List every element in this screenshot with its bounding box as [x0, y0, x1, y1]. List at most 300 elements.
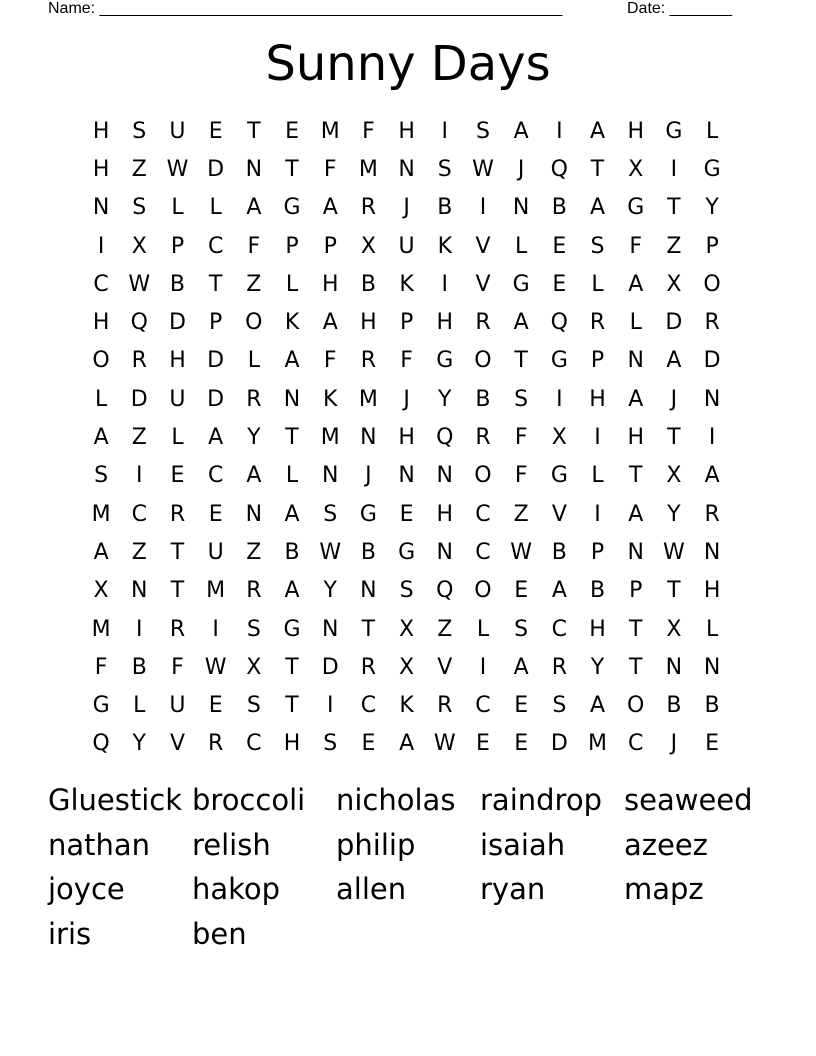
- grid-letter: A: [704, 463, 720, 489]
- grid-letter: E: [170, 463, 185, 489]
- grid-letter: Z: [246, 271, 262, 297]
- grid-letter: L: [705, 118, 719, 144]
- grid-letter: M: [358, 386, 378, 412]
- grid-letter: M: [91, 501, 111, 527]
- grid-letter: F: [514, 425, 528, 451]
- grid-letter: A: [284, 501, 300, 527]
- grid-letter: T: [285, 425, 299, 451]
- grid-letter: I: [670, 156, 678, 182]
- grid-row: [82, 189, 732, 227]
- grid-letter: Y: [323, 578, 337, 604]
- grid-letter: M: [358, 156, 378, 182]
- grid-letter: L: [247, 348, 260, 374]
- grid-letter: N: [627, 348, 644, 374]
- grid-letter: B: [551, 195, 567, 221]
- grid-letter: D: [168, 310, 186, 336]
- grid-letter: L: [629, 310, 642, 336]
- grid-letter: G: [550, 463, 568, 489]
- word-list-item: Gluestick: [48, 783, 183, 817]
- grid-letter: D: [130, 386, 148, 412]
- grid-letter: A: [513, 310, 529, 336]
- grid-letter: M: [91, 616, 111, 642]
- grid-letter: H: [627, 118, 644, 144]
- grid-letter: R: [246, 386, 262, 412]
- grid-letter: X: [246, 654, 262, 680]
- grid-letter: G: [512, 271, 530, 297]
- grid-letter: E: [285, 118, 299, 144]
- grid-letter: I: [136, 463, 143, 489]
- grid-letter: I: [708, 425, 716, 451]
- grid-letter: O: [92, 348, 110, 374]
- grid-letter: V: [475, 271, 491, 297]
- grid-letter: Z: [131, 156, 147, 182]
- grid-letter: H: [92, 118, 110, 144]
- grid-letter: A: [284, 348, 300, 374]
- grid-letter: N: [321, 616, 339, 642]
- grid-letter: Q: [436, 578, 454, 604]
- grid-letter: A: [590, 693, 606, 719]
- grid-letter: O: [627, 693, 645, 719]
- grid-letter: G: [92, 693, 110, 719]
- grid-letter: O: [474, 578, 492, 604]
- grid-letter: A: [513, 118, 529, 144]
- grid-letter: R: [246, 578, 262, 604]
- grid-letter: T: [628, 616, 643, 642]
- grid-letter: W: [433, 731, 456, 757]
- grid-row: [82, 572, 732, 610]
- grid-letter: F: [247, 233, 261, 259]
- grid-letter: C: [360, 693, 377, 719]
- grid-letter: Q: [436, 425, 454, 451]
- grid-letter: N: [283, 386, 301, 412]
- grid-letter: A: [246, 195, 262, 221]
- grid-letter: J: [517, 156, 525, 182]
- grid-letter: V: [551, 501, 567, 527]
- grid-letter: E: [552, 233, 567, 259]
- grid-letter: U: [169, 386, 186, 412]
- grid-letter: E: [705, 731, 720, 757]
- grid-letter: X: [628, 156, 644, 182]
- grid-letter: I: [441, 271, 449, 297]
- grid-letter: T: [628, 463, 643, 489]
- grid-letter: G: [283, 195, 301, 221]
- grid-row: [82, 342, 732, 380]
- grid-letter: T: [628, 654, 643, 680]
- grid-letter: C: [207, 463, 224, 489]
- grid-letter: F: [323, 156, 337, 182]
- puzzle-title: Sunny Days: [265, 36, 551, 92]
- grid-letter: Z: [131, 425, 147, 451]
- word-list-item: joyce: [48, 872, 125, 907]
- grid-letter: W: [319, 539, 342, 565]
- grid-letter: B: [131, 654, 147, 680]
- grid-letter: P: [209, 310, 223, 336]
- grid-row: [82, 648, 732, 686]
- grid-letter: L: [515, 233, 528, 259]
- grid-letter: L: [171, 425, 184, 451]
- grid-letter: A: [246, 463, 262, 489]
- grid-letter: E: [208, 693, 223, 719]
- grid-row: [82, 227, 732, 265]
- grid-letter: S: [94, 463, 109, 489]
- grid-letter: X: [666, 463, 682, 489]
- grid-letter: R: [360, 195, 377, 221]
- grid-letter: K: [399, 693, 414, 719]
- grid-letter: F: [362, 118, 375, 144]
- grid-letter: O: [474, 348, 492, 374]
- grid-letter: N: [627, 539, 644, 565]
- grid-letter: W: [510, 539, 533, 565]
- grid-letter: R: [704, 501, 720, 527]
- grid-letter: I: [556, 386, 563, 412]
- grid-letter: G: [283, 616, 301, 642]
- grid-letter: D: [207, 348, 225, 374]
- grid-letter: Y: [132, 731, 146, 757]
- grid-letter: H: [627, 425, 644, 451]
- grid-letter: F: [323, 348, 337, 374]
- grid-letter: W: [663, 539, 685, 565]
- grid-letter: V: [437, 654, 453, 680]
- grid-letter: P: [590, 348, 605, 374]
- grid-letter: T: [667, 195, 681, 221]
- grid-letter: S: [552, 693, 567, 719]
- word-list-item: nathan: [48, 827, 151, 862]
- grid-letter: D: [207, 386, 225, 412]
- grid-letter: F: [94, 654, 108, 680]
- grid-letter: N: [398, 156, 415, 182]
- grid-letter: H: [283, 731, 301, 757]
- worksheet-header: [48, 0, 748, 20]
- grid-letter: W: [166, 156, 189, 182]
- grid-letter: N: [245, 501, 263, 527]
- word-list-item: seaweed: [624, 783, 753, 817]
- grid-letter: N: [665, 654, 683, 680]
- grid-letter: H: [398, 425, 415, 451]
- grid-letter: G: [550, 348, 568, 374]
- grid-letter: H: [321, 271, 339, 297]
- grid-letter: I: [212, 616, 219, 642]
- grid-letter: Z: [513, 501, 529, 527]
- grid-row: [82, 686, 732, 724]
- grid-letter: R: [551, 654, 567, 680]
- word-list-item: allen: [336, 872, 407, 907]
- grid-letter: L: [209, 195, 222, 221]
- grid-letter: A: [628, 271, 644, 297]
- grid-letter: W: [204, 654, 227, 680]
- grid-letter: D: [703, 348, 721, 374]
- grid-letter: Z: [131, 539, 147, 565]
- grid-letter: J: [670, 731, 678, 757]
- grid-letter: R: [208, 731, 224, 757]
- grid-letter: Q: [550, 156, 568, 182]
- grid-letter: U: [207, 539, 224, 565]
- grid-letter: A: [93, 425, 109, 451]
- grid-letter: A: [513, 654, 529, 680]
- grid-row: [82, 533, 732, 571]
- grid-row: [82, 112, 732, 150]
- grid-letter: N: [703, 386, 721, 412]
- grid-letter: C: [207, 233, 224, 259]
- grid-letter: O: [703, 271, 721, 297]
- grid-letter: L: [171, 195, 184, 221]
- grid-letter: I: [479, 654, 487, 680]
- grid-letter: P: [590, 539, 605, 565]
- grid-letter: A: [93, 539, 109, 565]
- grid-letter: X: [360, 233, 376, 259]
- grid-letter: Z: [246, 539, 262, 565]
- grid-letter: K: [399, 271, 414, 297]
- grid-letter: X: [551, 425, 567, 451]
- grid-letter: R: [169, 616, 186, 642]
- grid-letter: S: [590, 233, 605, 259]
- grid-row: [82, 610, 732, 648]
- grid-letter: S: [514, 386, 529, 412]
- grid-letter: G: [703, 156, 721, 182]
- grid-letter: H: [92, 156, 110, 182]
- grid-letter: M: [588, 731, 608, 757]
- grid-letter: L: [94, 386, 108, 412]
- grid-letter: K: [284, 310, 300, 336]
- grid-letter: M: [206, 578, 226, 604]
- grid-letter: O: [474, 463, 492, 489]
- grid-letter: B: [666, 693, 682, 719]
- grid-letter: A: [284, 578, 300, 604]
- grid-letter: X: [93, 578, 109, 604]
- grid-letter: N: [321, 463, 339, 489]
- grid-letter: A: [551, 578, 567, 604]
- grid-letter: R: [589, 310, 606, 336]
- grid-letter: H: [436, 310, 454, 336]
- date-field-label: Date: _______: [627, 0, 732, 17]
- word-list-item: philip: [336, 827, 416, 862]
- grid-letter: T: [170, 539, 185, 565]
- grid-letter: I: [556, 118, 563, 144]
- grid-letter: C: [551, 616, 568, 642]
- grid-letter: U: [169, 118, 186, 144]
- grid-letter: J: [365, 463, 372, 489]
- grid-letter: Y: [247, 425, 261, 451]
- grid-letter: T: [285, 654, 299, 680]
- grid-letter: E: [514, 578, 529, 604]
- grid-letter: L: [476, 616, 490, 642]
- grid-letter: H: [360, 310, 377, 336]
- grid-letter: E: [476, 731, 490, 757]
- word-list: [48, 780, 768, 959]
- grid-letter: T: [208, 271, 223, 297]
- word-list-item: raindrop: [480, 783, 602, 817]
- grid-letter: I: [136, 616, 143, 642]
- grid-letter: S: [246, 693, 261, 719]
- grid-letter: R: [475, 310, 491, 336]
- grid-letter: L: [705, 616, 719, 642]
- grid-letter: B: [437, 195, 453, 221]
- grid-letter: R: [437, 693, 453, 719]
- grid-row: [82, 457, 732, 495]
- grid-letter: G: [398, 539, 416, 565]
- grid-letter: L: [591, 271, 604, 297]
- grid-letter: S: [399, 578, 414, 604]
- grid-letter: Y: [705, 195, 719, 221]
- grid-letter: N: [436, 539, 454, 565]
- word-list-item: ryan: [480, 872, 546, 907]
- word-list-item: iris: [48, 917, 92, 952]
- grid-letter: L: [591, 463, 604, 489]
- grid-letter: F: [400, 348, 413, 374]
- grid-letter: P: [705, 233, 719, 259]
- grid-letter: I: [479, 195, 487, 221]
- grid-letter: W: [472, 156, 494, 182]
- grid-letter: J: [403, 386, 410, 412]
- grid-letter: D: [550, 731, 568, 757]
- grid-letter: Y: [438, 386, 452, 412]
- grid-letter: B: [704, 693, 720, 719]
- grid-letter: L: [133, 693, 146, 719]
- grid-letter: C: [475, 501, 491, 527]
- grid-letter: P: [323, 233, 337, 259]
- grid-letter: N: [703, 539, 721, 565]
- grid-letter: N: [398, 463, 415, 489]
- grid-letter: K: [323, 386, 338, 412]
- grid-letter: H: [398, 118, 415, 144]
- grid-letter: M: [320, 425, 340, 451]
- grid-letter: V: [169, 731, 185, 757]
- grid-row: [82, 495, 732, 533]
- grid-letter: N: [512, 195, 530, 221]
- grid-letter: E: [399, 501, 414, 527]
- grid-letter: S: [132, 118, 147, 144]
- word-list-item: broccoli: [192, 783, 306, 817]
- grid-row: [82, 380, 732, 418]
- grid-letter: S: [246, 616, 261, 642]
- grid-letter: P: [170, 233, 185, 259]
- grid-letter: E: [514, 693, 529, 719]
- grid-letter: N: [360, 425, 377, 451]
- grid-letter: U: [169, 693, 186, 719]
- grid-letter: T: [361, 616, 376, 642]
- grid-letter: K: [437, 233, 452, 259]
- grid-letter: Y: [590, 654, 605, 680]
- grid-letter: L: [285, 271, 299, 297]
- grid-letter: H: [589, 616, 606, 642]
- grid-row: [82, 265, 732, 303]
- grid-letter: A: [628, 501, 644, 527]
- word-list-item: azeez: [624, 827, 708, 862]
- grid-letter: T: [667, 578, 681, 604]
- grid-letter: X: [399, 654, 415, 680]
- grid-letter: I: [441, 118, 449, 144]
- grid-letter: X: [131, 233, 147, 259]
- grid-letter: E: [208, 501, 223, 527]
- grid-letter: E: [361, 731, 376, 757]
- grid-letter: C: [628, 731, 644, 757]
- grid-letter: G: [665, 118, 683, 144]
- word-list-item: nicholas: [336, 783, 456, 817]
- grid-letter: Q: [550, 310, 568, 336]
- grid-letter: N: [360, 578, 377, 604]
- grid-row: [82, 418, 732, 456]
- grid-letter: R: [475, 425, 491, 451]
- grid-letter: O: [245, 310, 263, 336]
- grid-letter: T: [247, 118, 261, 144]
- grid-letter: Y: [667, 501, 681, 527]
- grid-letter: C: [246, 731, 262, 757]
- grid-letter: I: [594, 501, 601, 527]
- grid-letter: G: [359, 501, 377, 527]
- grid-letter: J: [403, 195, 410, 221]
- grid-letter: P: [285, 233, 299, 259]
- grid-letter: S: [437, 156, 452, 182]
- grid-letter: S: [514, 616, 529, 642]
- grid-letter: H: [589, 386, 606, 412]
- grid-letter: A: [322, 195, 338, 221]
- grid-letter: R: [704, 310, 720, 336]
- grid-letter: Z: [666, 233, 682, 259]
- word-list-item: relish: [192, 827, 271, 862]
- grid-letter: F: [629, 233, 643, 259]
- grid-letter: B: [360, 271, 376, 297]
- grid-letter: I: [326, 693, 334, 719]
- grid-letter: N: [245, 156, 263, 182]
- grid-letter: R: [360, 348, 377, 374]
- grid-letter: V: [475, 233, 491, 259]
- grid-row: [82, 725, 732, 763]
- grid-letter: T: [170, 578, 185, 604]
- grid-letter: T: [514, 348, 528, 374]
- grid-letter: H: [703, 578, 721, 604]
- grid-letter: U: [398, 233, 415, 259]
- grid-letter: A: [322, 310, 338, 336]
- grid-letter: Z: [437, 616, 453, 642]
- grid-letter: N: [703, 654, 721, 680]
- grid-letter: P: [629, 578, 643, 604]
- name-field-label: Name: ____________________________________________________: [48, 0, 563, 17]
- grid-letter: A: [666, 348, 682, 374]
- grid-letter: A: [208, 425, 224, 451]
- word-list-item: ben: [192, 917, 247, 952]
- grid-letter: I: [594, 425, 601, 451]
- grid-letter: H: [169, 348, 186, 374]
- grid-letter: L: [285, 463, 299, 489]
- grid-letter: C: [475, 539, 491, 565]
- grid-letter: B: [551, 539, 567, 565]
- grid-letter: M: [320, 118, 340, 144]
- grid-letter: F: [171, 654, 184, 680]
- grid-letter: J: [670, 386, 678, 412]
- grid-letter: E: [514, 731, 529, 757]
- grid-letter: C: [93, 271, 109, 297]
- grid-row: [82, 150, 732, 188]
- grid-letter: N: [436, 463, 454, 489]
- grid-letter: B: [589, 578, 606, 604]
- grid-letter: X: [666, 616, 682, 642]
- grid-letter: Q: [130, 310, 148, 336]
- grid-letter: D: [207, 156, 225, 182]
- grid-letter: B: [360, 539, 376, 565]
- grid-letter: E: [552, 271, 567, 297]
- grid-letter: H: [92, 310, 110, 336]
- grid-letter: G: [627, 195, 645, 221]
- grid-row: [82, 303, 732, 341]
- grid-letter: D: [665, 310, 683, 336]
- grid-letter: S: [323, 501, 338, 527]
- grid-letter: Q: [92, 731, 110, 757]
- grid-letter: T: [590, 156, 605, 182]
- grid-letter: A: [399, 731, 415, 757]
- grid-letter: P: [399, 310, 414, 336]
- grid-letter: A: [628, 386, 644, 412]
- word-list-item: isaiah: [480, 827, 566, 862]
- grid-letter: S: [132, 195, 147, 221]
